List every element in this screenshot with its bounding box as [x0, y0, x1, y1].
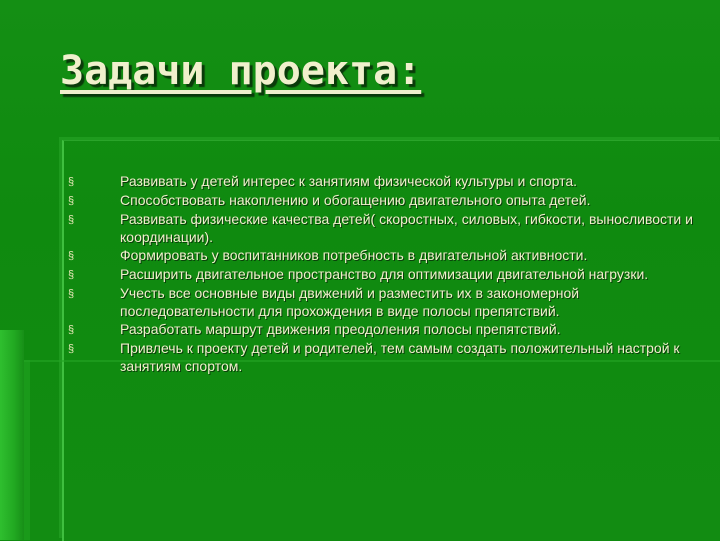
bullet-icon: §: [68, 176, 75, 188]
list-item-text: Способствовать накоплению и обогащению двигательного опыта детей.: [120, 192, 591, 208]
list-item: [68, 191, 696, 210]
list-item: [68, 246, 696, 265]
list-item-text: Учесть все основные виды движений и разместить их в закономерной последовательности для прохождения в виде полосы препятствий.: [120, 285, 580, 319]
task-list: [68, 172, 696, 375]
decorative-strip: [0, 330, 24, 540]
list-item-text: Расширить двигательное пространство для оптимизации двигательной нагрузки.: [120, 266, 649, 282]
list-item: [68, 320, 696, 339]
bullet-icon: §: [68, 288, 75, 300]
bullet-icon: §: [68, 343, 75, 355]
list-item-text: Привлечь к проекту детей и родителей, тем самым создать положительный настрой к занятиям спортом.: [120, 340, 680, 374]
list-item: [68, 210, 696, 246]
bullet-icon: §: [68, 250, 75, 262]
list-item: [68, 265, 696, 284]
bullet-icon: §: [68, 269, 75, 281]
list-item: [68, 339, 696, 375]
bullet-icon: §: [68, 195, 75, 207]
list-item: [68, 172, 696, 191]
bullet-icon: §: [68, 324, 75, 336]
list-item-text: Развивать у детей интерес к занятиям физической культуры и спорта.: [120, 173, 577, 189]
list-item-text: Разработать маршрут движения преодоления полосы препятствий.: [120, 321, 561, 337]
bullet-icon: §: [68, 214, 75, 226]
slide-title: Задачи проекта:: [60, 48, 422, 94]
decorative-strip-inner: [24, 360, 30, 540]
list-item-text: Развивать физические качества детей( скоростных, силовых, гибкости, выносливости и координации).: [120, 211, 693, 245]
list-item-text: Формировать у воспитанников потребность в двигательной активности.: [120, 247, 588, 263]
list-item: [68, 284, 696, 320]
